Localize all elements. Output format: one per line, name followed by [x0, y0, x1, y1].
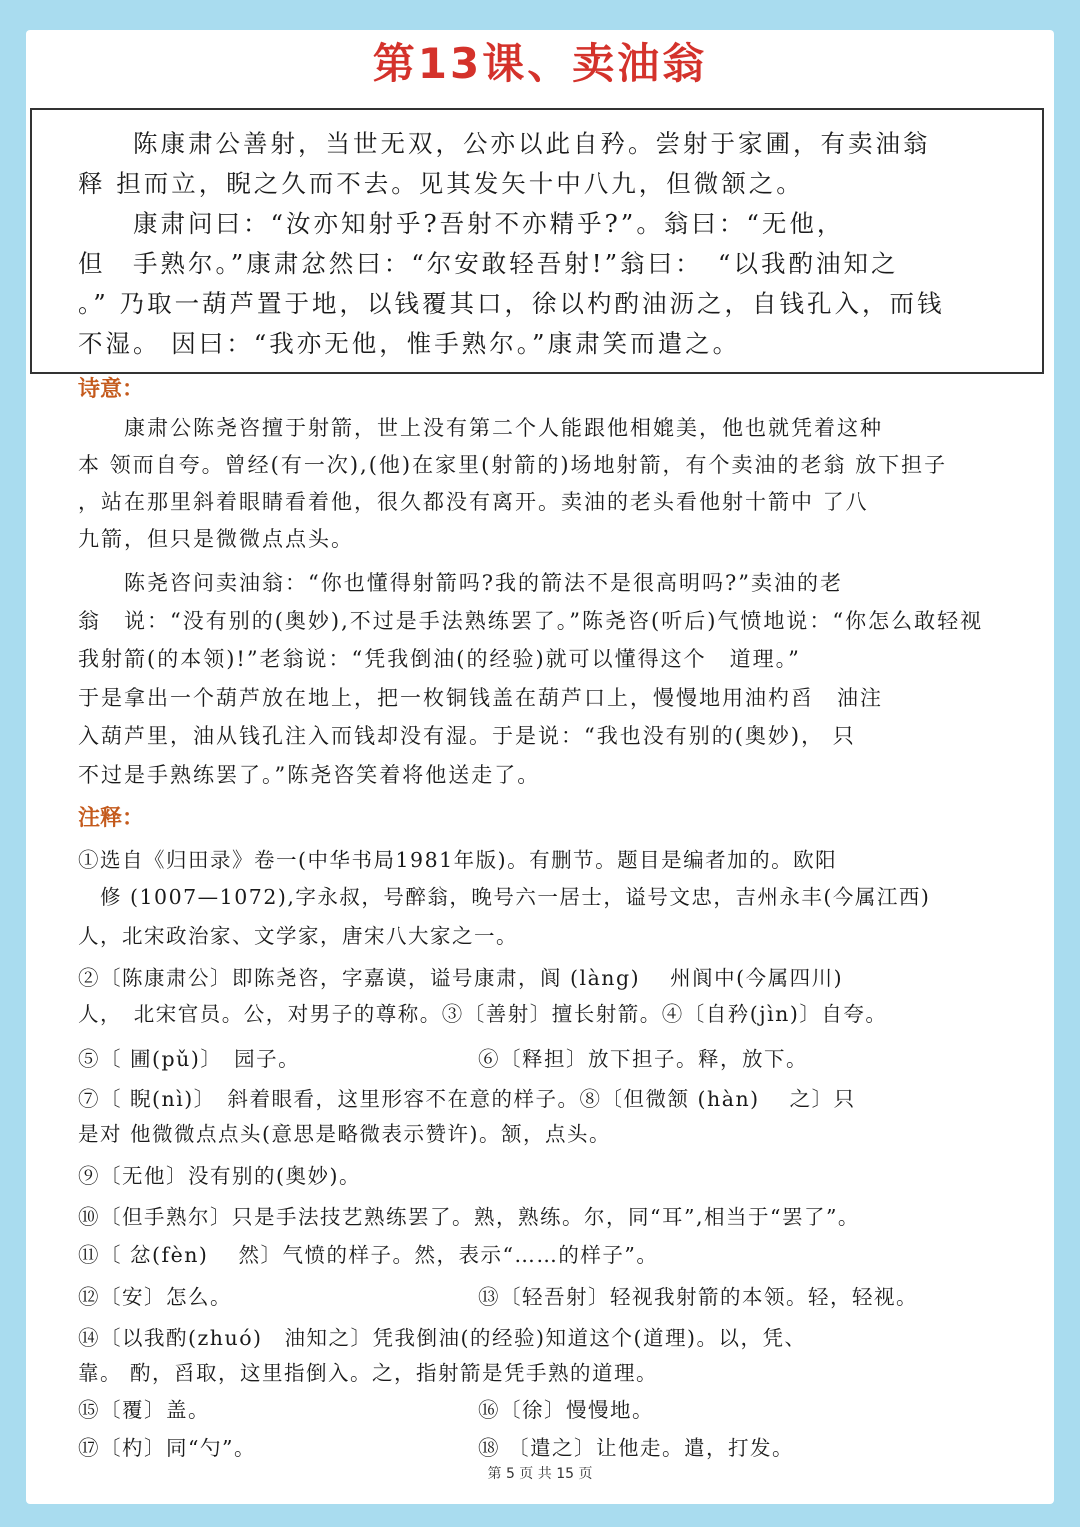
- note-line: [78, 879, 1018, 915]
- note-text: ⑩〔但手熟尔〕只是手法技艺熟练罢了。熟，熟练。尔，同“耳”,相当于“罢了”。: [78, 1205, 860, 1229]
- translation-line: 入葫芦里，油从钱孔注入而钱却没有湿。于是说：“我也没有别的(奥妙)， 只: [78, 724, 856, 748]
- note-text: 修 (1007—1072),字永叔，号醉翁，晚号六一居士，谥号文忠，吉州永丰(今属江西): [78, 885, 931, 909]
- note-line: [78, 1430, 1018, 1466]
- original-text-line: 。” 乃取一葫芦置于地，以钱覆其口，徐以杓酌油沥之，自钱孔入，而钱: [78, 289, 945, 318]
- note-text: ⑤〔 圃(pǔ)〕 园子。: [78, 1047, 301, 1071]
- note-text: ①选自《归田录》卷一(中华书局1981年版)。有删节。题目是编者加的。欧阳: [78, 848, 838, 872]
- translation-line: ，站在那里斜着眼睛看着他，很久都没有离开。卖油的老头看他射十箭中 了八: [78, 490, 869, 514]
- note-line: [78, 842, 1018, 878]
- note-text: ⑰〔杓〕同“勺”。: [78, 1436, 256, 1460]
- note-text: ⑦〔 睨(nì)〕 斜着眼看，这里形容不在意的样子。⑧〔但微颔 (hàn) 之〕只: [78, 1087, 856, 1111]
- translation-line: 于是拿出一个葫芦放在地上，把一枚铜钱盖在葫芦口上，慢慢地用油杓舀 油注: [78, 686, 883, 710]
- page-number: 第 5 页 共 15 页: [487, 1466, 593, 1482]
- note-text-right: ⑥〔释担〕放下担子。释，放下。: [478, 1047, 808, 1071]
- translation-line: 九箭，但只是微微点点头。: [78, 527, 354, 551]
- note-line: [78, 1392, 1018, 1428]
- note-text-right: ⑬〔轻吾射〕轻视我射箭的本领。轻，轻视。: [478, 1285, 918, 1309]
- original-text-line: 不湿。 因曰：“我亦无他，惟手熟尔。”康肃笑而遣之。: [78, 329, 741, 358]
- lesson-title: 第13课、卖油翁: [372, 39, 708, 88]
- note-text: ②〔陈康肃公〕即陈尧咨，字嘉谟，谥号康肃，阆 (làng) 州阆中(今属四川): [78, 966, 844, 990]
- translation-line: 我射箭(的本领)!”老翁说：“凭我倒油(的经验)就可以懂得这个 道理。”: [78, 647, 801, 671]
- note-line: [78, 1116, 1018, 1152]
- note-line: [78, 1199, 1018, 1235]
- note-line: [78, 1081, 1018, 1117]
- original-text-line: 但 手熟尔。”康肃忿然曰：“尔安敢轻吾射!”翁曰： “以我酌油知之: [78, 249, 899, 278]
- note-text: 是对 他微微点点头(意思是略微表示赞许)。颔，点头。: [78, 1122, 612, 1146]
- original-text-line: 陈康肃公善射，当世无双，公亦以此自矜。尝射于家圃，有卖油翁: [78, 129, 931, 158]
- original-text-line: 康肃问曰：“汝亦知射乎?吾射不亦精乎?”。翁曰：“无他，: [78, 209, 845, 238]
- note-text: ⑮〔覆〕盖。: [78, 1398, 210, 1422]
- translation-line: 陈尧咨问卖油翁：“你也懂得射箭吗?我的箭法不是很高明吗?”卖油的老: [78, 571, 843, 595]
- note-line: [78, 1041, 1018, 1077]
- note-text: 人，北宋政治家、文学家，唐宋八大家之一。: [78, 924, 518, 948]
- note-line: [78, 996, 1018, 1032]
- note-line: [78, 1355, 1018, 1391]
- note-line: [78, 1237, 1018, 1273]
- note-line: [78, 1158, 1018, 1194]
- translation-line: 不过是手熟练罢了。”陈尧咨笑着将他送走了。: [78, 763, 541, 787]
- note-text: ⑭〔以我酌(zhuó) 油知之〕凭我倒油(的经验)知道这个(道理)。以，凭、: [78, 1326, 807, 1350]
- note-text: ⑫〔安〕怎么。: [78, 1285, 232, 1309]
- note-line: [78, 1279, 1018, 1315]
- translation-heading: 诗意：: [78, 377, 145, 402]
- translation-line: 康肃公陈尧咨擅于射箭，世上没有第二个人能跟他相媲美，他也就凭着这种: [78, 416, 883, 440]
- note-line: [78, 960, 1018, 996]
- note-text: ⑨〔无他〕没有别的(奥妙)。: [78, 1164, 361, 1188]
- note-text: ⑪〔 忿(fèn) 然〕气愤的样子。然，表示“……的样子”。: [78, 1243, 659, 1267]
- note-text: 人， 北宋官员。公，对男子的尊称。③〔善射〕擅长射箭。④〔自矜(jìn)〕自夸。: [78, 1002, 888, 1026]
- note-text: 靠。 酌，舀取，这里指倒入。之，指射箭是凭手熟的道理。: [78, 1361, 659, 1385]
- translation-line: 本 领而自夸。曾经(有一次),(他)在家里(射箭的)场地射箭，有个卖油的老翁 放下担子: [78, 453, 948, 477]
- notes-heading: 注释：: [78, 806, 145, 831]
- translation-line: 翁 说：“没有别的(奥妙),不过是手法熟练罢了。”陈尧咨(听后)气愤地说：“你怎么敢轻视: [78, 609, 984, 633]
- note-text-right: ⑯〔徐〕慢慢地。: [478, 1398, 654, 1422]
- original-text-line: 释 担而立，睨之久而不去。见其发矢十中八九，但微颔之。: [78, 169, 804, 198]
- note-line: [78, 918, 1018, 954]
- note-line: [78, 1320, 1018, 1356]
- note-text-right: ⑱ 〔遣之〕让他走。遣，打发。: [478, 1436, 795, 1460]
